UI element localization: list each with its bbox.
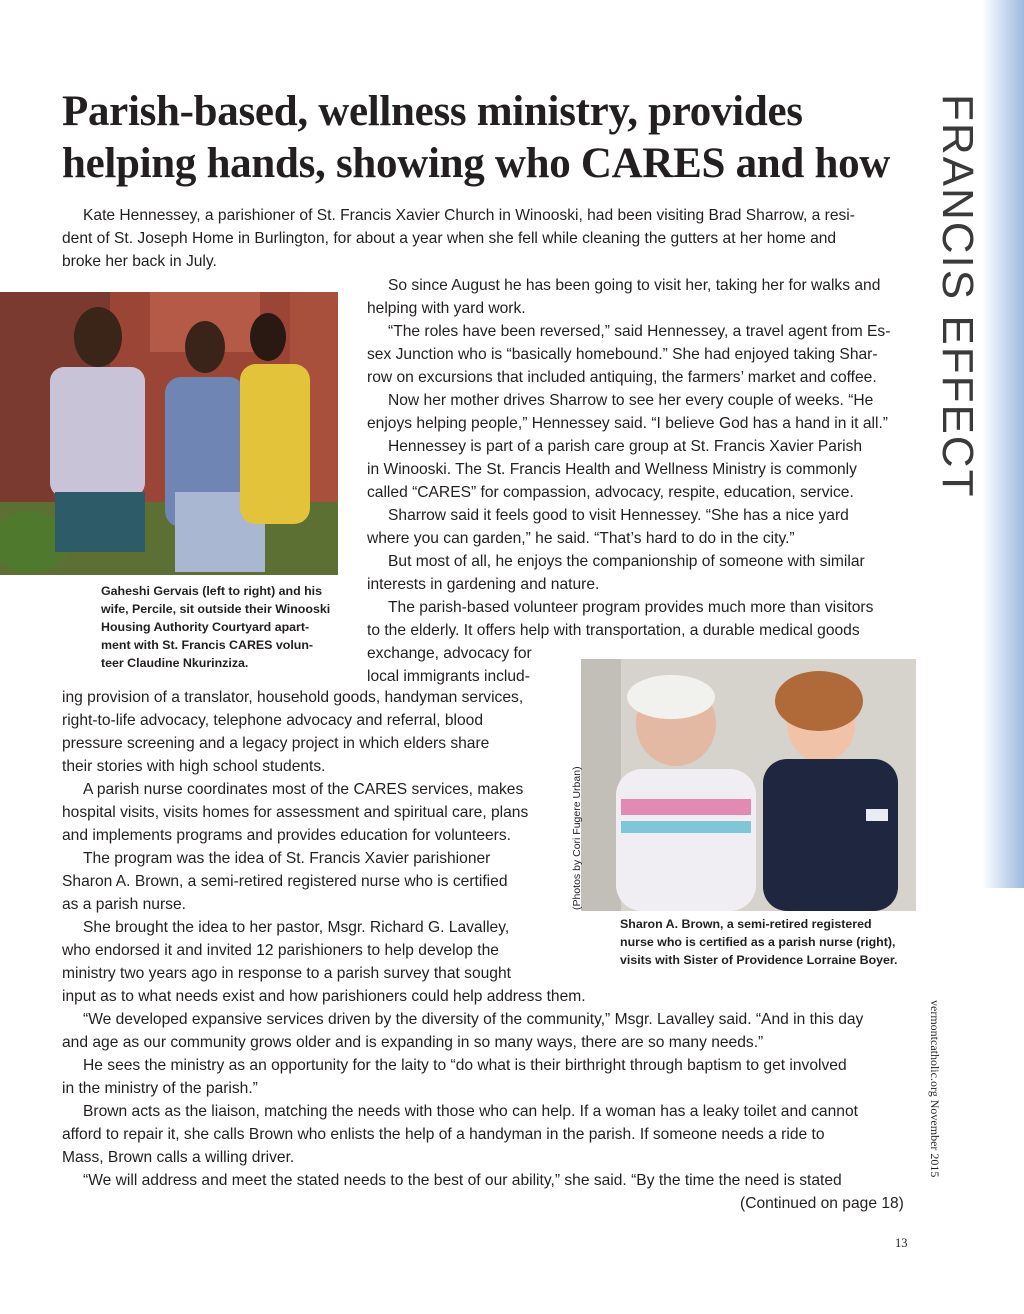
body-line: ing provision of a translator, household goods, handyman services,	[62, 689, 524, 706]
photo-caption-line: Sharon A. Brown, a semi-retired registered	[620, 917, 872, 931]
body-line: input as to what needs exist and how parishioners could help address them.	[62, 988, 586, 1005]
body-line: Now her mother drives Sharrow to see her every couple of weeks. “He	[388, 392, 874, 409]
body-line: where you can garden,” he said. “That’s hard to do in the city.”	[367, 530, 795, 547]
headline: Parish-based, wellness ministry, provides helping hands, showing who CARES and how	[62, 88, 891, 187]
page-number: 13	[895, 1236, 908, 1250]
body-line: sex Junction who is “basically homebound.” She had enjoyed taking Shar-	[367, 346, 878, 363]
body-line: Sharrow said it feels good to visit Hennessey. “She has a nice yard	[388, 507, 849, 524]
body-line: Hennessey is part of a parish care group at St. Francis Xavier Parish	[388, 438, 863, 455]
body-line: “We will address and meet the stated needs to the best of our ability,” she said. “By the time the need is stated	[83, 1172, 842, 1189]
body-line: So since August he has been going to visit her, taking her for walks and	[388, 277, 881, 294]
body-line: afford to repair it, she calls Brown who enlists the help of a handyman in the parish. If someone needs a ride to	[62, 1126, 825, 1143]
side-color-band	[982, 0, 1024, 888]
body-line: to the elderly. It offers help with transportation, a durable medical goods	[367, 622, 860, 639]
body-line: He sees the ministry as an opportunity for the laity to “do what is their birthright through baptism to get involved	[83, 1057, 847, 1074]
body-line: “We developed expansive services driven by the diversity of the community,” Msgr. Lavalley said. “And in this day	[83, 1011, 864, 1028]
body-line: Sharon A. Brown, a semi-retired registered nurse who is certified	[62, 873, 508, 890]
body-line: The program was the idea of St. Francis Xavier parishioner	[83, 850, 491, 867]
body-line: and implements programs and provides education for volunteers.	[62, 827, 511, 844]
body-line: and age as our community grows older and is expanding in so many ways, there are so many needs.”	[62, 1034, 764, 1051]
lead-line: Kate Hennessey, a parishioner of St. Francis Xavier Church in Winooski, had been visiting Brad Sharrow, a resi-	[83, 207, 855, 224]
body-line: right-to-life advocacy, telephone advocacy and referral, blood	[62, 712, 483, 729]
body-line: ministry two years ago in response to a parish survey that sought	[62, 965, 511, 982]
body-line: A parish nurse coordinates most of the CARES services, makes	[83, 781, 524, 798]
body-line: pressure screening and a legacy project in which elders share	[62, 735, 490, 752]
photo-caption-line: teer Claudine Nkurinziza.	[101, 656, 249, 670]
body-line: hospital visits, visits homes for assessment and spiritual care, plans	[62, 804, 529, 821]
photo-caption-line: Housing Authority Courtyard apart-	[101, 620, 310, 634]
body-line: who endorsed it and invited 12 parishioners to help develop the	[62, 942, 499, 959]
footer-publication-date: vermontcatholic.org November 2015	[928, 1000, 942, 1178]
photo-illustration	[0, 292, 338, 575]
body-line: in Winooski. The St. Francis Health and Wellness Ministry is commonly	[367, 461, 857, 478]
body-line: called “CARES” for compassion, advocacy, respite, education, service.	[367, 484, 854, 501]
body-line: “The roles have been reversed,” said Hennessey, a travel agent from Es-	[388, 323, 891, 340]
body-line: interests in gardening and nature.	[367, 576, 600, 593]
photo-caption-line: Gaheshi Gervais (left to right) and his	[101, 584, 323, 598]
continued-note: (Continued on page 18)	[740, 1195, 904, 1212]
photo-brown-boyer	[581, 659, 916, 911]
section-title: FRANCIS EFFECT	[933, 94, 982, 499]
body-line: as a parish nurse.	[62, 896, 186, 913]
photo-caption-line: ment with St. Francis CARES volun-	[101, 638, 314, 652]
body-line: helping with yard work.	[367, 300, 526, 317]
photo-caption-line: nurse who is certified as a parish nurse (right),	[620, 935, 896, 949]
body-line: in the ministry of the parish.”	[62, 1080, 258, 1097]
body-line: Brown acts as the liaison, matching the needs with those who can help. If a woman has a leaky toilet and cannot	[83, 1103, 858, 1120]
body-line: She brought the idea to her pastor, Msgr. Richard G. Lavalley,	[83, 919, 510, 936]
body-line: enjoys helping people,” Hennessey said. “I believe God has a hand in it all.”	[367, 415, 888, 432]
photo-gervais-family	[0, 292, 338, 575]
body-line: Mass, Brown calls a willing driver.	[62, 1149, 295, 1166]
photo-caption-line: visits with Sister of Providence Lorraine Boyer.	[620, 953, 898, 967]
lead-line: broke her back in July.	[62, 253, 217, 270]
body-line: local immigrants includ-	[367, 668, 530, 685]
body-line: But most of all, he enjoys the companionship of someone with similar	[388, 553, 865, 570]
body-line: their stories with high school students.	[62, 758, 326, 775]
body-line: The parish-based volunteer program provides much more than visitors	[388, 599, 874, 616]
body-line: exchange, advocacy for	[367, 645, 532, 662]
body-line: row on excursions that included antiquing, the farmers’ market and coffee.	[367, 369, 877, 386]
lead-line: dent of St. Joseph Home in Burlington, for about a year when she fell while cleaning the gutters at her home and	[62, 230, 837, 247]
photo-credit: (Photos by Cori Fugere Urban)	[571, 766, 583, 910]
photo-caption-line: wife, Percile, sit outside their Winooski	[101, 602, 331, 616]
photo-illustration	[581, 659, 916, 911]
